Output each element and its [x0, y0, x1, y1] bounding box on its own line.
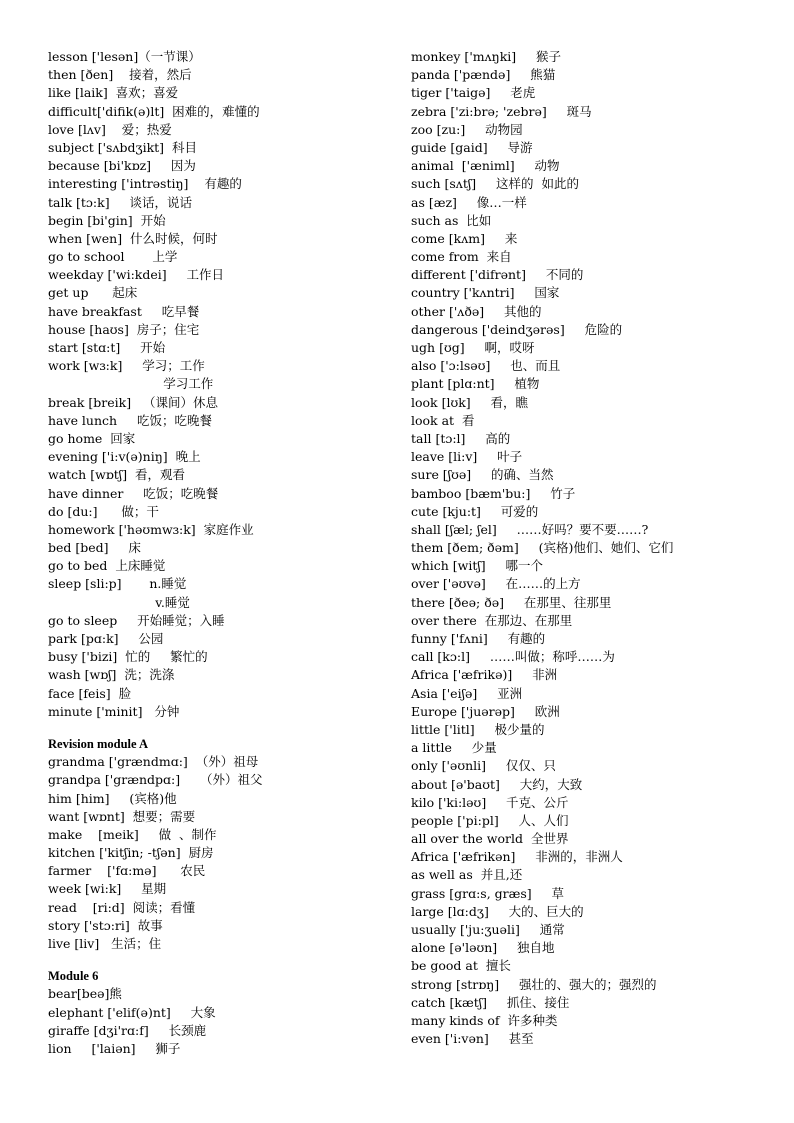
vocab-entry: because [bi'kɒz] 因为: [48, 158, 196, 174]
vocab-entry: tall [tɔ:l] 高的: [411, 430, 511, 446]
vocab-entry: a little 少量: [411, 740, 497, 756]
vocab-entry: farmer ['fɑ:mə] 农民: [48, 863, 206, 879]
vocab-entry: have breakfast 吃早餐: [48, 303, 200, 319]
vocab-entry: come [kʌm] 来: [411, 230, 518, 246]
vocab-entry: read [ri:d] 阅读；看懂: [48, 899, 196, 915]
vocab-entry: tiger ['taigə] 老虎: [411, 85, 536, 101]
vocab-entry: giraffe [dʒi'rɑ:f] 长颈鹿: [48, 1022, 207, 1038]
vocab-entry: story ['stɔ:ri] 故事: [48, 917, 163, 933]
vocab-entry: grass [grɑ:s, græs] 草: [411, 885, 565, 901]
vocab-entry: him [him] (宾格)他: [48, 790, 177, 806]
vocab-entry: large [lɑ:dʒ] 大的、巨大的: [411, 903, 584, 919]
vocab-entry: begin [bi'gin] 开始: [48, 212, 166, 228]
section-gap: [48, 953, 378, 967]
vocab-entry: funny ['fʌni] 有趣的: [411, 631, 546, 646]
vocab-entry: difficult['difik(ə)lt] 困难的，难懂的: [48, 103, 260, 119]
vocab-entry: shall [ʃæl; ʃel] ……好吗？要不要……?: [411, 521, 649, 537]
vocab-entry: bear[beə]熊: [48, 986, 122, 1002]
vocab-entry: lion ['laiən] 狮子: [48, 1040, 181, 1056]
vocab-entry: want [wɒnt] 想要；需要: [48, 808, 196, 824]
vocab-entry: sleep [sli:p] n.睡觉: [48, 576, 187, 592]
vocab-entry: minute ['minit] 分钟: [48, 703, 180, 719]
vocab-entry: watch [wɒtʃ] 看，观看: [48, 467, 186, 483]
vocab-entry: lesson ['lesən]（一节课）: [48, 49, 201, 64]
vocab-entry: country ['kʌntri] 国家: [411, 285, 560, 301]
section-heading: Module 6: [48, 969, 99, 984]
vocab-entry: ugh [ʊg] 啊，哎呀: [411, 340, 535, 355]
vocab-entry: there [ðeə; ðə] 在那里、往那里: [411, 594, 612, 610]
vocab-entry: look at 看: [411, 412, 475, 428]
vocab-entry: such [sʌtʃ] 这样的 如此的: [411, 176, 579, 192]
vocab-entry: people ['pi:pl] 人、人们: [411, 812, 569, 828]
vocab-entry: sure [ʃʊə] 的确、当然: [411, 467, 554, 483]
vocab-entry: subject ['sʌbdʒikt] 科目: [48, 139, 198, 155]
vocab-entry: make [meik] 做 、制作: [48, 826, 217, 842]
vocab-entry: week [wi:k] 星期: [48, 881, 167, 897]
vocab-entry: love [lʌv] 爱；热爱: [48, 121, 172, 137]
vocab-entry: zoo [zu:] 动物园: [411, 121, 523, 137]
vocab-entry: also ['ɔ:lsəʊ] 也、而且: [411, 358, 561, 374]
vocab-entry: which [witʃ] 哪一个: [411, 558, 544, 574]
vocab-entry: grandpa ['grændpɑ:] （外）祖父: [48, 772, 263, 788]
vocab-entry: grandma ['grændmɑ:] （外）祖母: [48, 754, 259, 770]
vocab-entry: other ['ʌðə] 其他的: [411, 303, 542, 319]
vocab-entry: about [ə'baʊt] 大约，大致: [411, 776, 583, 792]
vocab-entry: get up 起床: [48, 285, 138, 301]
vocab-entry: start [stɑ:t] 开始: [48, 340, 166, 355]
vocab-entry: have lunch 吃饭；吃晚餐: [48, 412, 212, 428]
vocab-entry: Asia ['eiʃə] 亚洲: [411, 685, 523, 701]
vocab-entry: usually ['ju:ʒuəli] 通常: [411, 922, 565, 937]
vocab-entry: work [wɜ:k] 学习；工作: [48, 358, 205, 374]
vocab-entry: zebra ['zi:brə; 'zebrə] 斑马: [411, 103, 592, 119]
vocab-entry: dangerous ['deindʒərəs] 危险的: [411, 321, 623, 337]
vocab-entry: park [pɑ:k] 公园: [48, 631, 164, 646]
vocab-entry: 学习工作: [48, 376, 214, 392]
vocab-entry: catch [kætʃ] 抓住、接住: [411, 994, 570, 1010]
vocab-entry: do [du:] 做；干: [48, 503, 159, 519]
vocab-entry: different ['difrənt] 不同的: [411, 267, 584, 283]
vocab-entry: go to bed 上床睡觉: [48, 558, 166, 574]
vocab-entry: house [haʊs] 房子；住宅: [48, 321, 200, 337]
section-heading: Revision module A: [48, 736, 149, 751]
vocab-entry: leave [li:v] 叶子: [411, 449, 523, 465]
vocab-entry: Africa ['æfrikən] 非洲的，非洲人: [411, 849, 623, 865]
vocab-entry: only ['əʊnli] 仅仅、只: [411, 758, 556, 774]
vocab-entry: Europe ['juərəp] 欧洲: [411, 703, 560, 719]
vocab-entry: them [ðem; ðəm] (宾格)他们、她们、它们: [411, 540, 674, 556]
vocab-entry: plant [plɑ:nt] 植物: [411, 376, 540, 392]
vocab-entry: homework ['həʊmwɜ:k] 家庭作业: [48, 521, 254, 537]
vocab-entry: be good at 擅长: [411, 958, 511, 974]
vocab-entry: such as 比如: [411, 212, 492, 228]
vocab-entry: all over the world 全世界: [411, 831, 569, 847]
vocab-entry: elephant ['elif(ə)nt] 大象: [48, 1004, 216, 1020]
vocab-entry: Africa ['æfrikə)] 非洲: [411, 667, 558, 683]
vocab-entry: when [wen] 什么时候，何时: [48, 230, 218, 246]
vocab-entry: break [breik] （课间）休息: [48, 394, 218, 410]
vocab-entry: have dinner 吃饭；吃晚餐: [48, 485, 219, 501]
vocab-entry: call [kɔ:l] ……叫做；称呼……为: [411, 649, 615, 665]
vocab-entry: go to school 上学: [48, 249, 178, 265]
vocab-entry: many kinds of 许多种类: [411, 1012, 558, 1028]
vocab-entry: animal ['æniml] 动物: [411, 158, 560, 174]
section-gap: [48, 721, 378, 735]
vocab-entry: evening ['i:v(ə)niŋ] 晚上: [48, 449, 201, 465]
vocab-entry: wash [wɒʃ] 洗；洗涤: [48, 667, 175, 683]
vocab-entry: bamboo [bæm'bu:] 竹子: [411, 485, 576, 501]
right-column: [411, 48, 761, 1048]
vocab-entry: kitchen ['kitʃin; -tʃən] 厨房: [48, 845, 214, 861]
vocab-entry: busy ['bizi] 忙的 繁忙的: [48, 649, 208, 665]
vocab-entry: panda ['pændə] 熊猫: [411, 67, 556, 83]
vocab-entry: little ['litl] 极少量的: [411, 721, 545, 737]
vocab-entry: as well as 并且,还: [411, 867, 523, 883]
vocab-entry: talk [tɔ:k] 谈话，说话: [48, 194, 192, 210]
vocab-entry: then [ðen] 接着，然后: [48, 67, 192, 83]
vocab-entry: interesting ['intrəstiŋ] 有趣的: [48, 176, 242, 192]
vocab-entry: face [feis] 脸: [48, 685, 132, 701]
vocab-entry: kilo ['ki:ləʊ] 千克、公斤: [411, 794, 569, 810]
vocab-entry: come from 来自: [411, 249, 512, 265]
vocab-entry: go home 回家: [48, 430, 136, 446]
vocab-entry: alone [ə'ləʊn] 独自地: [411, 940, 555, 956]
vocab-entry: bed [bed] 床: [48, 540, 141, 556]
vocab-entry: guide [gaid] 导游: [411, 139, 533, 155]
vocab-entry: as [æz] 像…一样: [411, 194, 527, 210]
left-column: [48, 48, 378, 1058]
vocab-entry: monkey ['mʌŋki] 猴子: [411, 49, 562, 64]
vocab-entry: strong [strɒŋ] 强壮的、强大的；强烈的: [411, 976, 657, 992]
vocab-entry: look [lʊk] 看，瞧: [411, 394, 529, 410]
vocab-entry: like [laik] 喜欢；喜爱: [48, 85, 179, 101]
vocab-entry: live [liv] 生活；住: [48, 936, 162, 951]
vocab-entry: cute [kju:t] 可爱的: [411, 503, 539, 519]
vocab-entry: go to sleep 开始睡觉；入睡: [48, 612, 225, 628]
vocab-entry: weekday ['wi:kdei] 工作日: [48, 267, 224, 283]
vocab-entry: over ['əʊvə] 在……的上方: [411, 576, 581, 592]
vocab-entry: over there 在那边、在那里: [411, 612, 573, 628]
vocab-entry: v.睡觉: [48, 594, 190, 610]
vocab-entry: even ['i:vən] 甚至: [411, 1031, 534, 1047]
